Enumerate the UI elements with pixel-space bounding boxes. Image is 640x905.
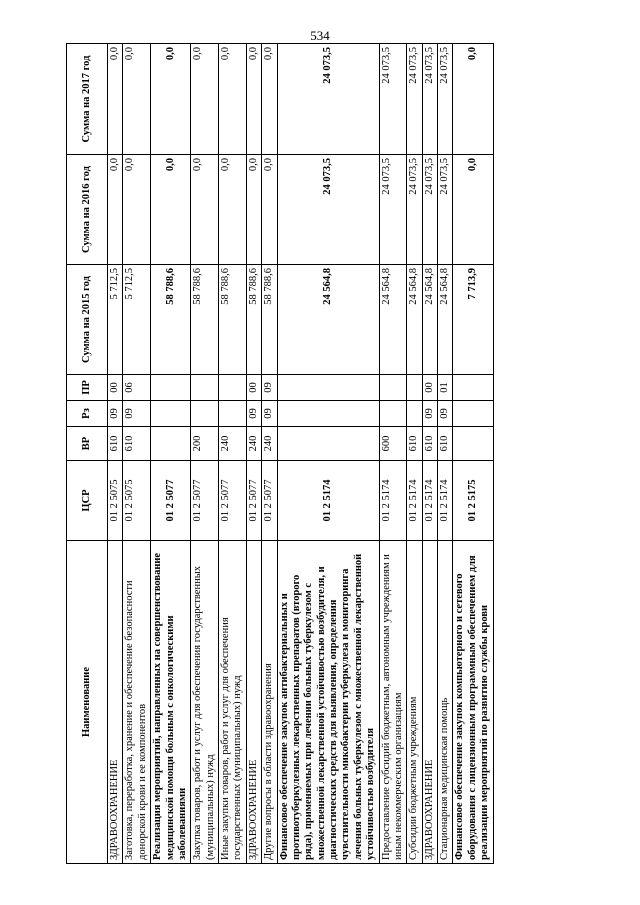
cell-name: Другие вопросы в области здравоохранения [262, 541, 277, 864]
cell-sum-2016: 24 073,5 [422, 155, 437, 265]
table-row [123, 44, 151, 864]
table-row [453, 44, 493, 864]
cell-name: Финансовое обеспечение закупок антибактериальных и противотуберкулезных лекарственных препаратов (второго ряда), применяемых при лечении больных туберкулезом с множественной лекарственной устойчивостью возбудителя, и диагностических средств для выявления, определения чувствительности микобактерии туберкулеза и мониторинга лечения больных туберкулезом с множественной лекарственной устойчивостью возбудителя [277, 541, 379, 864]
cell-sum-2017: 0,0 [108, 44, 123, 155]
cell-rz [379, 401, 407, 427]
cell-sum-2016: 0,0 [246, 155, 261, 265]
cell-vr: 610 [108, 427, 123, 461]
cell-csr: 01 2 5077 [191, 461, 219, 541]
cell-sum-2015: 24 564,8 [422, 265, 437, 375]
cell-sum-2016: 0,0 [453, 155, 493, 265]
cell-csr: 01 2 5077 [151, 461, 191, 541]
cell-pr: 00 [422, 375, 437, 401]
header-pr: ПР [67, 375, 108, 401]
table-row [277, 44, 379, 864]
cell-sum-2017: 24 073,5 [407, 44, 422, 155]
cell-name: Стационарная медицинская помощь [438, 541, 453, 864]
cell-rz: 09 [123, 401, 151, 427]
rotated-table-frame [66, 44, 502, 864]
cell-sum-2015: 58 788,6 [191, 265, 219, 375]
cell-csr: 01 2 5077 [262, 461, 277, 541]
cell-vr: 610 [123, 427, 151, 461]
cell-csr: 01 2 5174 [379, 461, 407, 541]
cell-sum-2016: 24 073,5 [438, 155, 453, 265]
cell-sum-2017: 24 073,5 [379, 44, 407, 155]
budget-table [66, 43, 494, 864]
cell-sum-2015: 24 564,8 [438, 265, 453, 375]
table-header-row [67, 44, 108, 864]
cell-csr: 01 2 5174 [407, 461, 422, 541]
table-row [262, 44, 277, 864]
cell-sum-2017: 0,0 [453, 44, 493, 155]
cell-sum-2017: 0,0 [262, 44, 277, 155]
cell-name: Иные закупки товаров, работ и услуг для обеспечения государственных (муниципальных) нужд [219, 541, 247, 864]
header-sum-2016: Сумма на 2016 год [67, 155, 108, 265]
cell-vr [277, 427, 379, 461]
cell-sum-2015: 58 788,6 [151, 265, 191, 375]
table-body [108, 44, 494, 864]
table-row [438, 44, 453, 864]
cell-sum-2016: 24 073,5 [407, 155, 422, 265]
cell-rz: 09 [262, 401, 277, 427]
header-sum-2015: Сумма на 2015 год [67, 265, 108, 375]
header-vr: ВР [67, 427, 108, 461]
header-csr: ЦСР [67, 461, 108, 541]
cell-sum-2017: 0,0 [219, 44, 247, 155]
cell-csr: 01 2 5075 [123, 461, 151, 541]
cell-sum-2017: 0,0 [246, 44, 261, 155]
cell-sum-2017: 0,0 [151, 44, 191, 155]
cell-vr: 610 [422, 427, 437, 461]
header-rz: Рз [67, 401, 108, 427]
cell-pr: 01 [438, 375, 453, 401]
cell-pr [453, 375, 493, 401]
cell-name: Реализация мероприятий, направленных на совершенствование медицинской помощи больным с онкологическими заболеваниями [151, 541, 191, 864]
cell-csr: 01 2 5174 [277, 461, 379, 541]
cell-vr: 240 [246, 427, 261, 461]
cell-sum-2015: 58 788,6 [219, 265, 247, 375]
page-number: 534 [310, 28, 330, 43]
cell-sum-2016: 0,0 [191, 155, 219, 265]
cell-csr: 01 2 5077 [246, 461, 261, 541]
cell-sum-2017: 24 073,5 [422, 44, 437, 155]
table-row [246, 44, 261, 864]
cell-name: ЗДРАВООХРАНЕНИЕ [246, 541, 261, 864]
cell-pr [379, 375, 407, 401]
cell-sum-2016: 0,0 [108, 155, 123, 265]
cell-sum-2016: 0,0 [219, 155, 247, 265]
cell-sum-2016: 0,0 [262, 155, 277, 265]
cell-rz: 09 [246, 401, 261, 427]
cell-pr: 09 [262, 375, 277, 401]
header-sum-2017: Сумма на 2017 год [67, 44, 108, 155]
cell-sum-2016: 0,0 [151, 155, 191, 265]
cell-pr: 00 [246, 375, 261, 401]
cell-csr: 01 2 5175 [453, 461, 493, 541]
cell-sum-2017: 0,0 [123, 44, 151, 155]
cell-rz [453, 401, 493, 427]
cell-pr [407, 375, 422, 401]
cell-pr: 06 [123, 375, 151, 401]
cell-sum-2015: 5 712,5 [108, 265, 123, 375]
cell-pr [277, 375, 379, 401]
cell-sum-2016: 0,0 [123, 155, 151, 265]
table-row [191, 44, 219, 864]
cell-vr: 610 [438, 427, 453, 461]
cell-csr: 01 2 5075 [108, 461, 123, 541]
cell-rz [219, 401, 247, 427]
cell-vr [151, 427, 191, 461]
cell-sum-2015: 24 564,8 [379, 265, 407, 375]
cell-rz [407, 401, 422, 427]
cell-sum-2016: 24 073,5 [277, 155, 379, 265]
cell-pr [151, 375, 191, 401]
cell-sum-2015: 7 713,9 [453, 265, 493, 375]
cell-vr: 240 [219, 427, 247, 461]
cell-csr: 01 2 5174 [438, 461, 453, 541]
cell-vr: 200 [191, 427, 219, 461]
cell-sum-2015: 24 564,8 [277, 265, 379, 375]
cell-rz [191, 401, 219, 427]
cell-vr: 240 [262, 427, 277, 461]
cell-rz: 09 [438, 401, 453, 427]
cell-name: ЗДРАВООХРАНЕНИЕ [422, 541, 437, 864]
table-row [379, 44, 407, 864]
cell-sum-2017: 24 073,5 [438, 44, 453, 155]
cell-vr: 610 [407, 427, 422, 461]
cell-name: Предоставление субсидий бюджетным, автономным учреждениям и иным некоммерческим организациям [379, 541, 407, 864]
cell-pr: 00 [108, 375, 123, 401]
rotated-table-content [66, 44, 502, 864]
cell-csr: 01 2 5077 [219, 461, 247, 541]
cell-sum-2015: 58 788,6 [246, 265, 261, 375]
cell-rz: 09 [108, 401, 123, 427]
cell-name: Субсидии бюджетным учреждениям [407, 541, 422, 864]
table-row [108, 44, 123, 864]
cell-vr: 600 [379, 427, 407, 461]
cell-csr: 01 2 5174 [422, 461, 437, 541]
cell-sum-2015: 5 712,5 [123, 265, 151, 375]
cell-sum-2015: 58 788,6 [262, 265, 277, 375]
header-name: Наименование [67, 541, 108, 864]
cell-sum-2015: 24 564,8 [407, 265, 422, 375]
cell-sum-2017: 24 073,5 [277, 44, 379, 155]
cell-sum-2017: 0,0 [191, 44, 219, 155]
cell-rz [277, 401, 379, 427]
table-row [422, 44, 437, 864]
cell-vr [453, 427, 493, 461]
cell-pr [219, 375, 247, 401]
cell-rz [151, 401, 191, 427]
table-row [407, 44, 422, 864]
cell-pr [191, 375, 219, 401]
table-row [151, 44, 191, 864]
table-row [219, 44, 247, 864]
cell-name: Заготовка, переработка, хранение и обеспечение безопасности донорской крови и ее компонентов [123, 541, 151, 864]
cell-name: Закупка товаров, работ и услуг для обеспечения государственных (муниципальных) нужд [191, 541, 219, 864]
cell-name: Финансовое обеспечение закупок компьютерного и сетевого оборудования с лицензионным программным обеспечением для реализации мероприятий по развитию службы крови [453, 541, 493, 864]
cell-name: ЗДРАВООХРАНЕНИЕ [108, 541, 123, 864]
cell-rz: 09 [422, 401, 437, 427]
cell-sum-2016: 24 073,5 [379, 155, 407, 265]
